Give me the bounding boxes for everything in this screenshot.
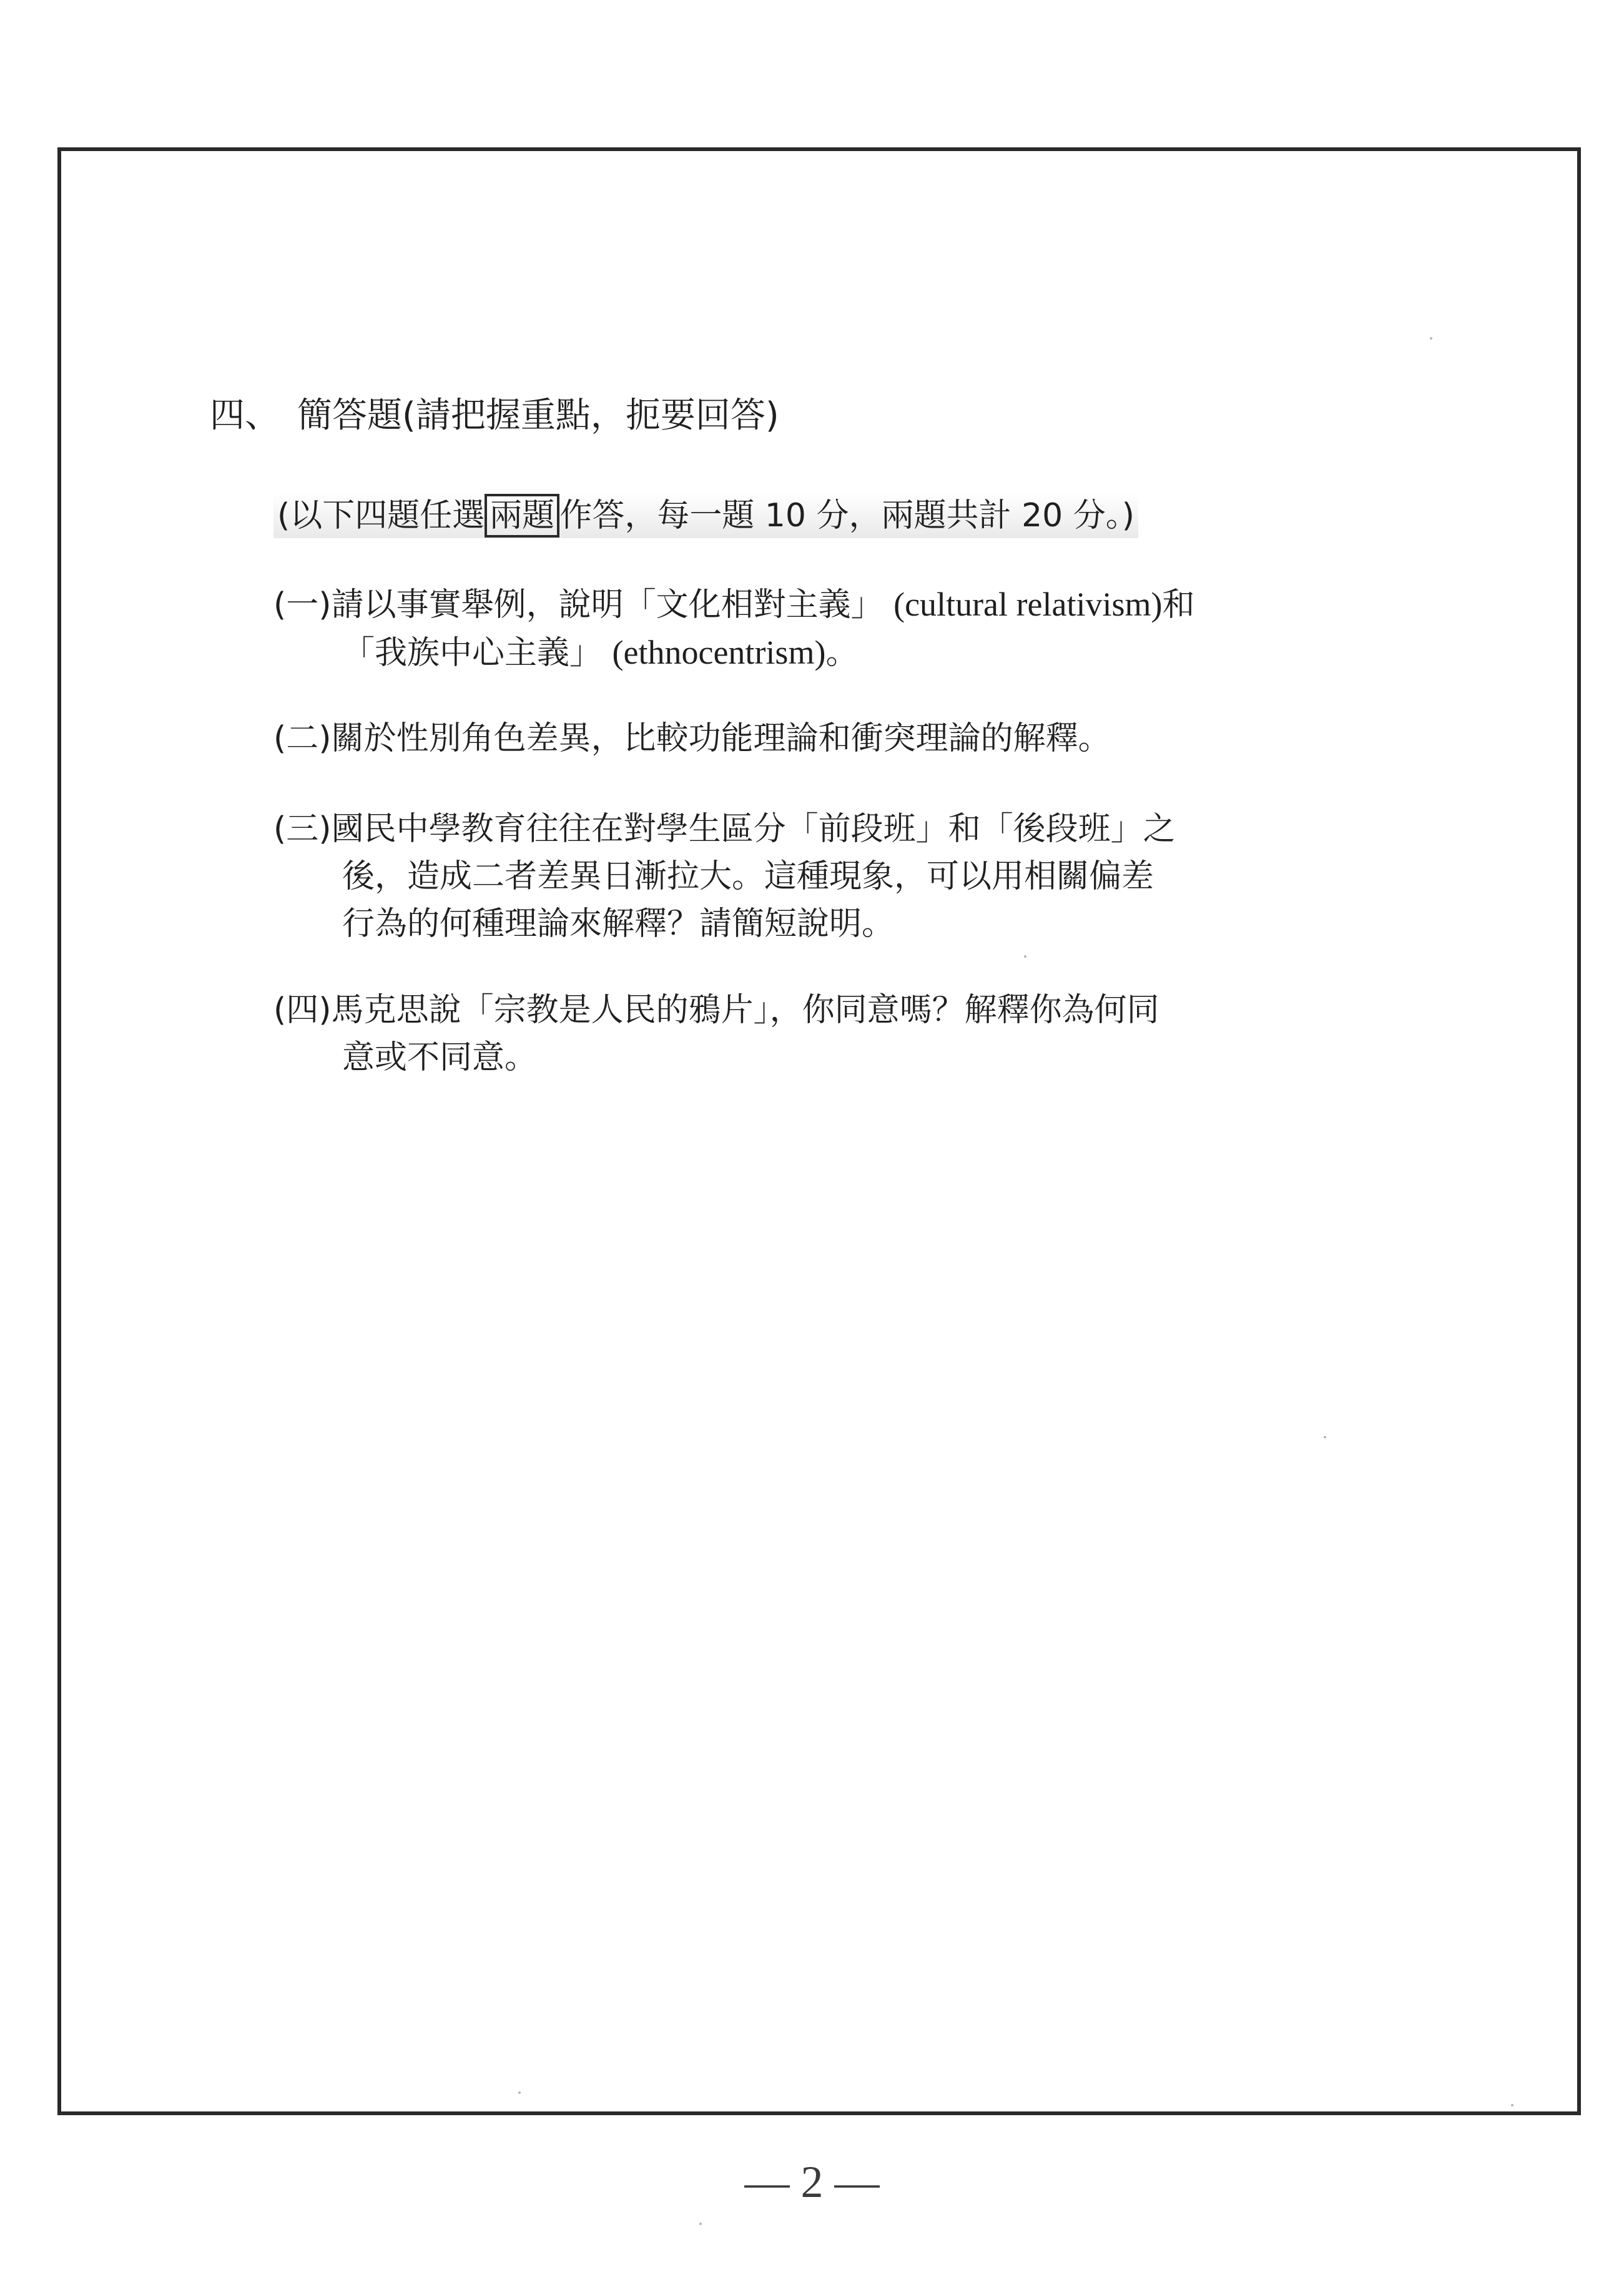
- question-1: [273, 581, 1194, 677]
- scan-speck: [1511, 2104, 1513, 2106]
- instruction-text-after: 作答，每一題 10 分，兩題共計 20 分。): [559, 497, 1135, 534]
- scan-speck: [1324, 1436, 1326, 1438]
- section-heading: [210, 393, 779, 438]
- instruction-text-before: (以下四題任選: [277, 497, 485, 534]
- question-3-line-2: 後，造成二者差異日漸拉大。這種現象，可以用相關偏差: [342, 858, 1154, 895]
- scan-speck: [1430, 337, 1432, 340]
- question-1-line-1-text: (一)請以事實舉例，說明「文化相對主義」: [273, 586, 883, 624]
- question-3-line-3: 行為的何種理論來解釋？請簡短說明。: [342, 905, 895, 943]
- question-4: [273, 986, 1159, 1081]
- instruction-boxed-text: 兩題: [485, 494, 559, 538]
- question-3: [273, 805, 1176, 948]
- page-number: — 2 —: [744, 2157, 880, 2207]
- question-1-line-1-suffix: 和: [1162, 586, 1195, 624]
- section-title: 簡答題(請把握重點，扼要回答): [297, 395, 779, 436]
- question-1-line-2: [273, 629, 1194, 677]
- question-1-line-1: [273, 581, 1194, 629]
- question-4-line-1: (四)馬克思說「宗教是人民的鴉片」，你同意嗎？解釋你為何同: [273, 991, 1159, 1029]
- question-2: [273, 715, 1111, 762]
- question-1-line-2-term: (ethnocentrism): [612, 634, 826, 671]
- scan-speck: [699, 2223, 702, 2225]
- question-1-line-2-suffix: 。: [825, 634, 859, 672]
- question-1-line-1-term: (cultural relativism): [893, 586, 1163, 623]
- scan-speck: [1024, 955, 1026, 958]
- page-frame: [57, 147, 1581, 2115]
- scan-speck: [518, 2091, 521, 2094]
- question-1-line-2-text: 「我族中心主義」: [342, 634, 603, 672]
- question-4-line-2: 意或不同意。: [342, 1039, 538, 1076]
- instruction-note: [273, 493, 1138, 538]
- question-2-line-1: (二)關於性別角色差異，比較功能理論和衝突理論的解釋。: [273, 720, 1111, 757]
- section-number: 四、: [210, 395, 280, 436]
- question-3-line-1: (三)國民中學教育往往在對學生區分「前段班」和「後段班」之: [273, 810, 1176, 848]
